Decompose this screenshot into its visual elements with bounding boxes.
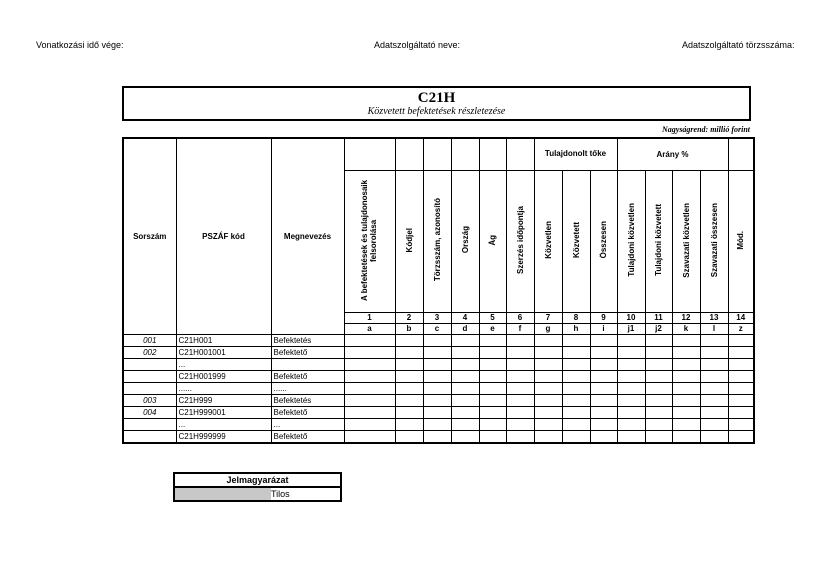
row-pszaf-code: C21H999999: [176, 430, 271, 443]
row-pszaf-code: ...: [176, 358, 271, 370]
col-header-v10: [617, 170, 645, 312]
data-cell[interactable]: [506, 334, 534, 346]
col-header-v11: [645, 170, 672, 312]
data-cell[interactable]: [506, 430, 534, 443]
col-number-14: 14: [728, 312, 754, 323]
data-cell[interactable]: [506, 418, 534, 430]
data-cell[interactable]: [395, 370, 423, 382]
row-name: Befektető: [271, 370, 344, 382]
data-cell[interactable]: [423, 406, 451, 418]
row-name: Befektetés: [271, 394, 344, 406]
data-cell[interactable]: [672, 418, 700, 430]
data-cell[interactable]: [672, 430, 700, 443]
data-cell[interactable]: [590, 334, 617, 346]
col-letter-11: j2: [645, 323, 672, 334]
data-cell[interactable]: [423, 346, 451, 358]
data-cell[interactable]: [534, 430, 562, 443]
row-sorszam: [123, 370, 176, 382]
row-pszaf-code: C21H001: [176, 334, 271, 346]
data-cell[interactable]: [344, 430, 395, 443]
data-cell[interactable]: [534, 370, 562, 382]
data-cell[interactable]: [645, 370, 672, 382]
data-cell[interactable]: [479, 358, 506, 370]
data-cell[interactable]: [506, 358, 534, 370]
row-name: Befektető: [271, 406, 344, 418]
data-cell[interactable]: [395, 382, 423, 394]
data-cell[interactable]: [700, 430, 728, 443]
col-header-v1: [344, 170, 395, 312]
col-header-v8: [562, 170, 590, 312]
col-header-v4-label: Ország: [460, 226, 470, 254]
col-header-v2: [395, 170, 423, 312]
data-cell[interactable]: [728, 406, 754, 418]
data-cell[interactable]: [700, 346, 728, 358]
col-header-v9: [590, 170, 617, 312]
data-cell[interactable]: [728, 382, 754, 394]
data-cell[interactable]: [562, 430, 590, 443]
data-cell[interactable]: [479, 370, 506, 382]
row-name: ...: [271, 418, 344, 430]
data-cell[interactable]: [534, 418, 562, 430]
form-code: C21H: [417, 90, 456, 106]
data-cell[interactable]: [423, 394, 451, 406]
data-cell[interactable]: [590, 382, 617, 394]
col-header-v10-label: Tulajdoni közvetlen: [626, 203, 636, 277]
form-subtitle: Közvetett befektetések részletezése: [367, 106, 506, 117]
data-cell[interactable]: [562, 394, 590, 406]
col-number-13: 13: [700, 312, 728, 323]
row-pszaf-code: C21H999001: [176, 406, 271, 418]
data-cell[interactable]: [617, 418, 645, 430]
col-number-7: 7: [534, 312, 562, 323]
col-number-11: 11: [645, 312, 672, 323]
data-cell[interactable]: [423, 370, 451, 382]
data-cell[interactable]: [479, 418, 506, 430]
data-cell[interactable]: [395, 358, 423, 370]
data-cell[interactable]: [344, 382, 395, 394]
legend-gray-label: Tilos: [271, 489, 290, 499]
data-cell[interactable]: [617, 382, 645, 394]
data-cell[interactable]: [451, 418, 479, 430]
legend-table: [173, 472, 342, 502]
data-cell[interactable]: [645, 334, 672, 346]
data-cell[interactable]: [672, 370, 700, 382]
data-cell[interactable]: [506, 406, 534, 418]
data-cell[interactable]: [344, 370, 395, 382]
data-cell[interactable]: [700, 358, 728, 370]
data-cell[interactable]: [590, 358, 617, 370]
col-number-5: 5: [479, 312, 506, 323]
data-cell[interactable]: [645, 430, 672, 443]
data-cell[interactable]: [617, 430, 645, 443]
col-number-4: 4: [451, 312, 479, 323]
col-header-v6: [506, 170, 534, 312]
data-cell[interactable]: [562, 382, 590, 394]
col-header-sorszam: Sorszám: [123, 138, 176, 334]
row-sorszam: 001: [123, 334, 176, 346]
data-cell[interactable]: [617, 358, 645, 370]
col-letter-1: a: [344, 323, 395, 334]
col-header-v5: [479, 170, 506, 312]
col-header-pszaf: PSZÁF kód: [176, 138, 271, 334]
row-name: ......: [271, 382, 344, 394]
data-cell[interactable]: [617, 406, 645, 418]
data-cell[interactable]: [590, 346, 617, 358]
provider-id-label: Adatszolgáltató törzsszáma:: [682, 40, 795, 50]
data-cell[interactable]: [700, 394, 728, 406]
data-cell[interactable]: [479, 346, 506, 358]
table-row: [123, 382, 754, 394]
data-cell[interactable]: [395, 334, 423, 346]
data-cell[interactable]: [423, 358, 451, 370]
data-cell[interactable]: [534, 394, 562, 406]
data-cell[interactable]: [617, 334, 645, 346]
data-cell[interactable]: [344, 346, 395, 358]
row-sorszam: 002: [123, 346, 176, 358]
data-cell[interactable]: [534, 382, 562, 394]
col-number-6: 6: [506, 312, 534, 323]
col-header-v9-label: Összesen: [599, 221, 608, 259]
data-cell[interactable]: [344, 418, 395, 430]
row-sorszam: 004: [123, 406, 176, 418]
main-table: [122, 137, 755, 444]
data-cell[interactable]: [700, 406, 728, 418]
data-cell[interactable]: [344, 394, 395, 406]
data-cell[interactable]: [672, 334, 700, 346]
row-pszaf-code: ......: [176, 382, 271, 394]
col-number-2: 2: [395, 312, 423, 323]
col-letter-14: z: [728, 323, 754, 334]
data-cell[interactable]: [395, 394, 423, 406]
data-cell[interactable]: [617, 394, 645, 406]
data-cell[interactable]: [672, 382, 700, 394]
col-header-v1-label: A befektetések és tulajdonosaik felsorolása: [359, 179, 378, 301]
row-name: Befektető: [271, 346, 344, 358]
table-row: [123, 334, 754, 346]
unit-label: Nagyságrend: millió forint: [661, 125, 750, 134]
col-letter-4: d: [451, 323, 479, 334]
data-cell[interactable]: [645, 418, 672, 430]
table-row: [123, 346, 754, 358]
col-letter-6: f: [506, 323, 534, 334]
data-cell[interactable]: [645, 406, 672, 418]
col-letter-12: k: [672, 323, 700, 334]
group-header-arany: Arány %: [617, 138, 728, 170]
data-cell[interactable]: [700, 334, 728, 346]
data-cell[interactable]: [506, 382, 534, 394]
col-header-v2-label: Kódjel: [404, 227, 414, 253]
row-sorszam: 003: [123, 394, 176, 406]
data-cell[interactable]: [479, 394, 506, 406]
col-letter-2: b: [395, 323, 423, 334]
data-cell[interactable]: [395, 406, 423, 418]
data-cell[interactable]: [479, 334, 506, 346]
table-row: [123, 430, 754, 443]
data-cell[interactable]: [395, 430, 423, 443]
data-cell[interactable]: [700, 382, 728, 394]
col-number-9: 9: [590, 312, 617, 323]
data-cell[interactable]: [451, 334, 479, 346]
table-row: [123, 406, 754, 418]
col-letter-13: l: [700, 323, 728, 334]
data-cell[interactable]: [672, 346, 700, 358]
row-name: Befektető: [271, 430, 344, 443]
data-cell[interactable]: [728, 430, 754, 443]
row-pszaf-code: C21H001001: [176, 346, 271, 358]
data-cell[interactable]: [672, 406, 700, 418]
data-cell[interactable]: [479, 382, 506, 394]
col-header-v14: [728, 170, 754, 312]
data-cell[interactable]: [562, 418, 590, 430]
data-cell[interactable]: [451, 406, 479, 418]
col-number-10: 10: [617, 312, 645, 323]
data-cell[interactable]: [645, 346, 672, 358]
data-cell[interactable]: [451, 382, 479, 394]
col-letter-7: g: [534, 323, 562, 334]
data-cell[interactable]: [506, 346, 534, 358]
row-name: [271, 358, 344, 370]
col-header-v7-label: Közvetlen: [543, 221, 553, 259]
col-number-1: 1: [344, 312, 395, 323]
col-header-v5-label: Ág: [488, 234, 497, 246]
data-cell[interactable]: [728, 346, 754, 358]
reference-period-label: Vonatkozási idő vége:: [36, 40, 124, 50]
col-letter-9: i: [590, 323, 617, 334]
data-cell[interactable]: [344, 334, 395, 346]
col-letter-3: c: [423, 323, 451, 334]
provider-name-label: Adatszolgáltató neve:: [374, 40, 461, 50]
data-cell[interactable]: [700, 418, 728, 430]
data-cell[interactable]: [728, 394, 754, 406]
data-cell[interactable]: [479, 430, 506, 443]
data-cell[interactable]: [344, 406, 395, 418]
col-letter-5: e: [479, 323, 506, 334]
data-cell[interactable]: [562, 358, 590, 370]
data-cell[interactable]: [672, 394, 700, 406]
col-header-v3: [423, 170, 451, 312]
data-cell[interactable]: [534, 346, 562, 358]
col-header-v13: [700, 170, 728, 312]
row-sorszam: [123, 358, 176, 370]
row-pszaf-code: C21H999: [176, 394, 271, 406]
data-cell[interactable]: [728, 358, 754, 370]
col-header-v7: [534, 170, 562, 312]
data-cell[interactable]: [645, 382, 672, 394]
data-cell[interactable]: [395, 418, 423, 430]
group-header-tulajdonolt: Tulajdonolt tőke: [534, 138, 617, 170]
data-cell[interactable]: [534, 406, 562, 418]
data-cell[interactable]: [479, 406, 506, 418]
data-cell[interactable]: [506, 394, 534, 406]
row-name: Befektetés: [271, 334, 344, 346]
data-cell[interactable]: [590, 430, 617, 443]
data-cell[interactable]: [590, 418, 617, 430]
data-cell[interactable]: [617, 346, 645, 358]
data-cell[interactable]: [590, 370, 617, 382]
data-cell[interactable]: [728, 418, 754, 430]
data-cell[interactable]: [728, 370, 754, 382]
table-row: [123, 370, 754, 382]
data-cell[interactable]: [617, 370, 645, 382]
col-letter-8: h: [562, 323, 590, 334]
col-number-3: 3: [423, 312, 451, 323]
table-row: [123, 358, 754, 370]
data-cell[interactable]: [562, 346, 590, 358]
data-cell[interactable]: [451, 370, 479, 382]
table-row: [123, 418, 754, 430]
col-header-v14-label: Mód.: [736, 230, 746, 250]
col-header-v4: [451, 170, 479, 312]
data-cell[interactable]: [423, 418, 451, 430]
row-pszaf-code: C21H001999: [176, 370, 271, 382]
legend-gray-swatch: [174, 487, 271, 501]
data-cell[interactable]: [645, 394, 672, 406]
data-cell[interactable]: [562, 406, 590, 418]
data-cell[interactable]: [534, 358, 562, 370]
data-cell[interactable]: [344, 358, 395, 370]
col-header-megnevezes: Megnevezés: [271, 138, 344, 334]
data-cell[interactable]: [423, 382, 451, 394]
col-header-v12-label: Szavazati közvetlen: [681, 202, 691, 278]
data-cell[interactable]: [590, 406, 617, 418]
row-sorszam: [123, 418, 176, 430]
legend-title: Jelmagyarázat: [174, 473, 341, 487]
data-cell[interactable]: [562, 370, 590, 382]
data-cell[interactable]: [451, 430, 479, 443]
data-cell[interactable]: [672, 358, 700, 370]
data-cell[interactable]: [562, 334, 590, 346]
col-header-v8-label: Közvetett: [571, 221, 581, 258]
col-header-v11-label: Tulajdoni közvetett: [654, 204, 663, 276]
col-letter-10: j1: [617, 323, 645, 334]
data-cell[interactable]: [506, 370, 534, 382]
form-title-box: [122, 86, 751, 121]
col-number-8: 8: [562, 312, 590, 323]
data-cell[interactable]: [423, 430, 451, 443]
col-number-12: 12: [672, 312, 700, 323]
table-row: [123, 394, 754, 406]
data-cell[interactable]: [451, 346, 479, 358]
col-header-v13-label: Szavazati összesen: [709, 202, 719, 278]
data-cell[interactable]: [534, 334, 562, 346]
row-sorszam: [123, 382, 176, 394]
data-cell[interactable]: [728, 334, 754, 346]
data-cell[interactable]: [590, 394, 617, 406]
col-header-v3-label: Törzsszám, azonosító: [432, 198, 442, 282]
col-header-v12: [672, 170, 700, 312]
data-cell[interactable]: [645, 358, 672, 370]
data-cell[interactable]: [451, 394, 479, 406]
row-pszaf-code: ...: [176, 418, 271, 430]
data-cell[interactable]: [395, 346, 423, 358]
data-cell[interactable]: [700, 370, 728, 382]
col-header-v6-label: Szerzés időpontja: [515, 205, 525, 274]
data-cell[interactable]: [423, 334, 451, 346]
data-cell[interactable]: [451, 358, 479, 370]
row-sorszam: [123, 430, 176, 443]
